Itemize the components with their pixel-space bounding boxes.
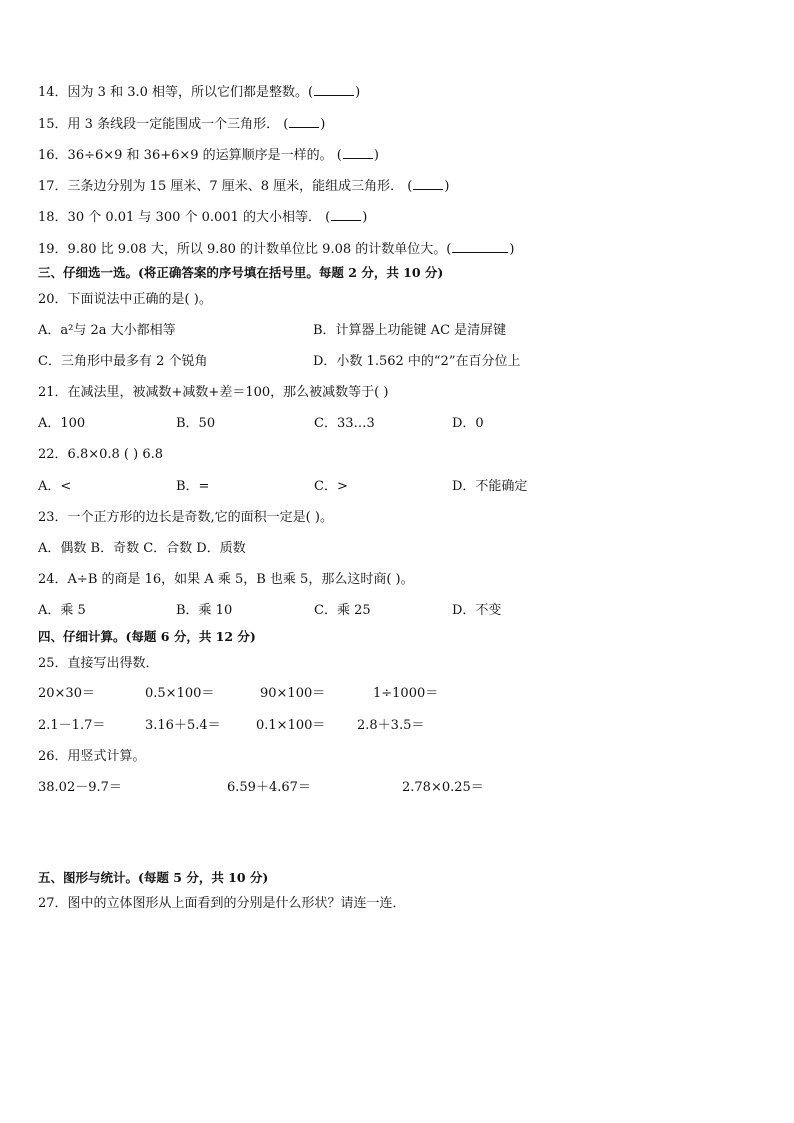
q25-item: 2.8＋3.5＝ bbox=[357, 718, 425, 733]
answer-blank[interactable] bbox=[314, 83, 354, 96]
q21-option-a[interactable]: A．100 bbox=[38, 416, 86, 431]
question-24-stem: 24．A÷B 的商是 16，如果 A 乘 5，B 也乘 5，那么这时商( )。 bbox=[38, 572, 414, 587]
question-20-stem: 20．下面说法中正确的是( )。 bbox=[38, 292, 212, 307]
q25-item: 2.1－1.7＝ bbox=[38, 718, 106, 733]
question-17: 17．三条边分别为 15 厘米、7 厘米、8 厘米，能组成三角形． ( ) bbox=[38, 179, 450, 194]
question-18: 18．30 个 0.01 与 300 个 0.001 的大小相等． ( ) bbox=[38, 210, 368, 225]
q21-option-d[interactable]: D．0 bbox=[452, 416, 484, 431]
q25-item: 1÷1000＝ bbox=[373, 686, 439, 701]
question-27-stem: 27．图中的立体图形从上面看到的分别是什么形状？请连一连． bbox=[38, 896, 406, 911]
question-23-stem: 23．一个正方形的边长是奇数,它的面积一定是( )。 bbox=[38, 510, 333, 525]
section-4-heading: 四、仔细计算。(每题 6 分，共 12 分) bbox=[38, 629, 256, 644]
question-15: 15．用 3 条线段一定能围成一个三角形． ( ) bbox=[38, 117, 326, 132]
q22-option-b[interactable]: B．= bbox=[176, 479, 210, 494]
question-14: 14．因为 3 和 3.0 相等，所以它们都是整数。( ) bbox=[38, 85, 361, 100]
q21-option-b[interactable]: B．50 bbox=[176, 416, 216, 431]
q26-item: 6.59＋4.67＝ bbox=[227, 780, 311, 795]
q25-item: 90×100＝ bbox=[260, 686, 326, 701]
question-19: 19．9.80 比 9.08 大，所以 9.80 的计数单位比 9.08 的计数单位大。( ) bbox=[38, 242, 515, 257]
q25-item: 20×30＝ bbox=[38, 686, 95, 701]
q20-option-a[interactable]: A．a²与 2a 大小都相等 bbox=[38, 323, 176, 338]
q22-option-a[interactable]: A．< bbox=[38, 479, 72, 494]
q26-item: 38.02－9.7＝ bbox=[38, 780, 122, 795]
answer-blank[interactable] bbox=[331, 208, 361, 221]
q20-option-c[interactable]: C．三角形中最多有 2 个锐角 bbox=[38, 354, 208, 369]
q24-option-c[interactable]: C．乘 25 bbox=[314, 603, 371, 618]
question-25-stem: 25．直接写出得数． bbox=[38, 656, 159, 671]
q25-item: 0.5×100＝ bbox=[145, 686, 215, 701]
q24-option-d[interactable]: D．不变 bbox=[452, 603, 502, 618]
section-5-heading: 五、图形与统计。(每题 5 分，共 10 分) bbox=[38, 870, 269, 885]
q22-option-c[interactable]: C．> bbox=[314, 479, 348, 494]
q24-option-a[interactable]: A．乘 5 bbox=[38, 603, 86, 618]
question-26-stem: 26．用竖式计算。 bbox=[38, 749, 146, 764]
answer-blank[interactable] bbox=[452, 240, 508, 253]
q26-item: 2.78×0.25＝ bbox=[402, 780, 484, 795]
q20-option-d[interactable]: D．小数 1.562 中的“2”在百分位上 bbox=[313, 354, 521, 369]
answer-blank[interactable] bbox=[289, 115, 319, 128]
q21-option-c[interactable]: C．33…3 bbox=[314, 416, 375, 431]
question-22-stem: 22．6.8×0.8 ( ) 6.8 bbox=[38, 447, 163, 462]
q22-option-d[interactable]: D．不能确定 bbox=[452, 479, 528, 494]
q25-item: 0.1×100＝ bbox=[256, 718, 326, 733]
q24-option-b[interactable]: B．乘 10 bbox=[176, 603, 233, 618]
q20-option-b[interactable]: B．计算器上功能键 AC 是清屏键 bbox=[313, 323, 507, 338]
question-16: 16．36÷6×9 和 36+6×9 的运算顺序是一样的。 ( ) bbox=[38, 148, 379, 163]
answer-blank[interactable] bbox=[343, 146, 373, 159]
answer-blank[interactable] bbox=[413, 177, 443, 190]
question-21-stem: 21．在减法里，被减数+减数+差＝100，那么被减数等于( ) bbox=[38, 385, 389, 400]
q25-item: 3.16＋5.4＝ bbox=[145, 718, 221, 733]
section-3-heading: 三、仔细选一选。(将正确答案的序号填在括号里。每题 2 分，共 10 分) bbox=[38, 265, 444, 280]
q23-options[interactable]: A．偶数 B．奇数 C．合数 D．质数 bbox=[38, 541, 246, 556]
